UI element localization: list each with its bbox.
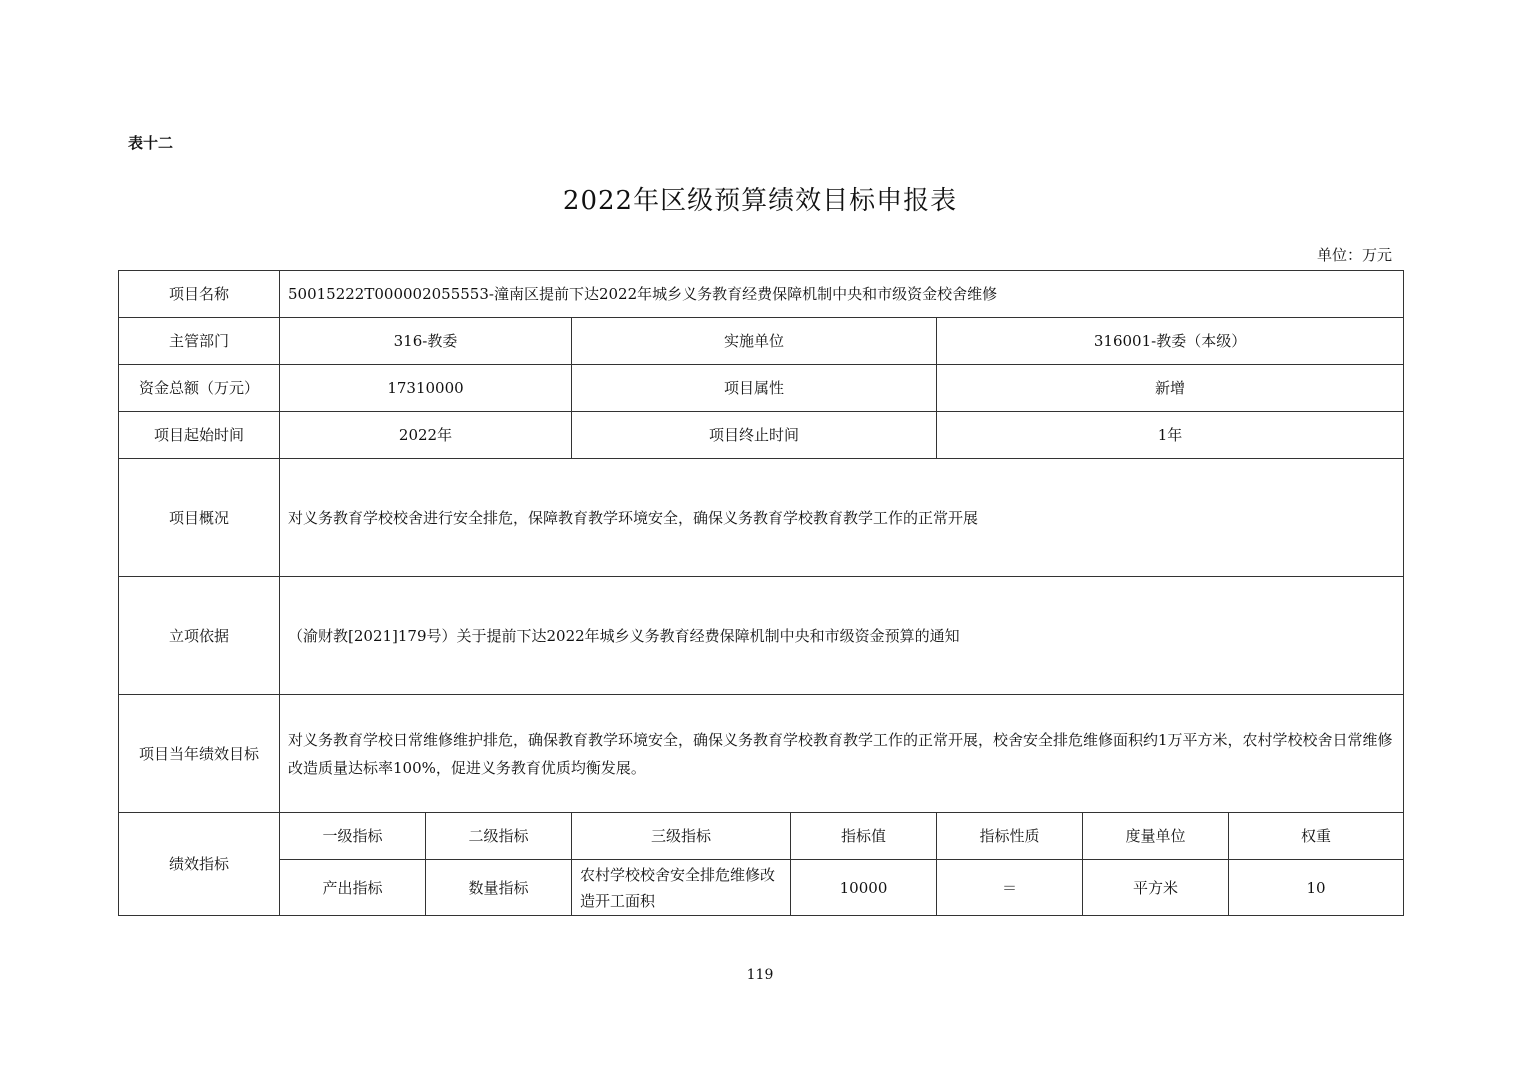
overview-value: 对义务教育学校校舍进行安全排危，保障教育教学环境安全，确保义务教育学校教育教学工作的正常开展 <box>280 459 1404 577</box>
basis-value: （渝财教[2021]179号）关于提前下达2022年城乡义务教育经费保障机制中央和市级资金预算的通知 <box>280 577 1404 695</box>
overview-label: 项目概况 <box>119 459 280 577</box>
indicator-header-row <box>119 813 1404 860</box>
indicator-header-weight: 权重 <box>1229 813 1404 860</box>
start-time-value: 2022年 <box>280 412 572 459</box>
basis-row <box>119 577 1404 695</box>
table-number-label: 表十二 <box>128 134 174 152</box>
overview-row <box>119 459 1404 577</box>
project-name-label: 项目名称 <box>119 271 280 318</box>
indicator-level2: 数量指标 <box>426 860 572 916</box>
indicator-value: 10000 <box>791 860 937 916</box>
project-attribute-label: 项目属性 <box>572 365 937 412</box>
funding-total-value: 17310000 <box>280 365 572 412</box>
indicator-unit: 平方米 <box>1083 860 1229 916</box>
department-label: 主管部门 <box>119 318 280 365</box>
annual-goal-row <box>119 695 1404 813</box>
end-time-value: 1年 <box>937 412 1404 459</box>
performance-target-table <box>118 270 1404 916</box>
implementing-unit-label: 实施单位 <box>572 318 937 365</box>
indicator-header-unit: 度量单位 <box>1083 813 1229 860</box>
indicator-nature: ＝ <box>937 860 1083 916</box>
indicator-header-value: 指标值 <box>791 813 937 860</box>
document-title: 2022年区级预算绩效目标申报表 <box>562 186 958 216</box>
period-row <box>119 412 1404 459</box>
start-time-label: 项目起始时间 <box>119 412 280 459</box>
annual-goal-label: 项目当年绩效目标 <box>119 695 280 813</box>
indicator-header-level1: 一级指标 <box>280 813 426 860</box>
indicator-header-level2: 二级指标 <box>426 813 572 860</box>
indicator-weight: 10 <box>1229 860 1404 916</box>
end-time-label: 项目终止时间 <box>572 412 937 459</box>
page-number: 119 <box>746 967 774 983</box>
indicator-level3: 农村学校校舍安全排危维修改造开工面积 <box>572 860 791 916</box>
department-row <box>119 318 1404 365</box>
indicator-header-level3: 三级指标 <box>572 813 791 860</box>
indicator-level1: 产出指标 <box>280 860 426 916</box>
funding-total-label: 资金总额（万元） <box>119 365 280 412</box>
department-value: 316-教委 <box>280 318 572 365</box>
implementing-unit-value: 316001-教委（本级） <box>937 318 1404 365</box>
project-attribute-value: 新增 <box>937 365 1404 412</box>
indicator-row <box>119 860 1404 916</box>
indicator-header-nature: 指标性质 <box>937 813 1083 860</box>
project-name-row <box>119 271 1404 318</box>
funding-row <box>119 365 1404 412</box>
indicators-label: 绩效指标 <box>119 813 280 916</box>
annual-goal-value: 对义务教育学校日常维修维护排危，确保教育教学环境安全，确保义务教育学校教育教学工作的正常开展，校舍安全排危维修面积约1万平方米，农村学校校舍日常维修改造质量达标率100%，促进义务教育优质均衡发展。 <box>280 695 1404 813</box>
project-name-value: 50015222T000002055553-潼南区提前下达2022年城乡义务教育经费保障机制中央和市级资金校舍维修 <box>280 271 1404 318</box>
basis-label: 立项依据 <box>119 577 280 695</box>
unit-label: 单位：万元 <box>1316 246 1392 264</box>
